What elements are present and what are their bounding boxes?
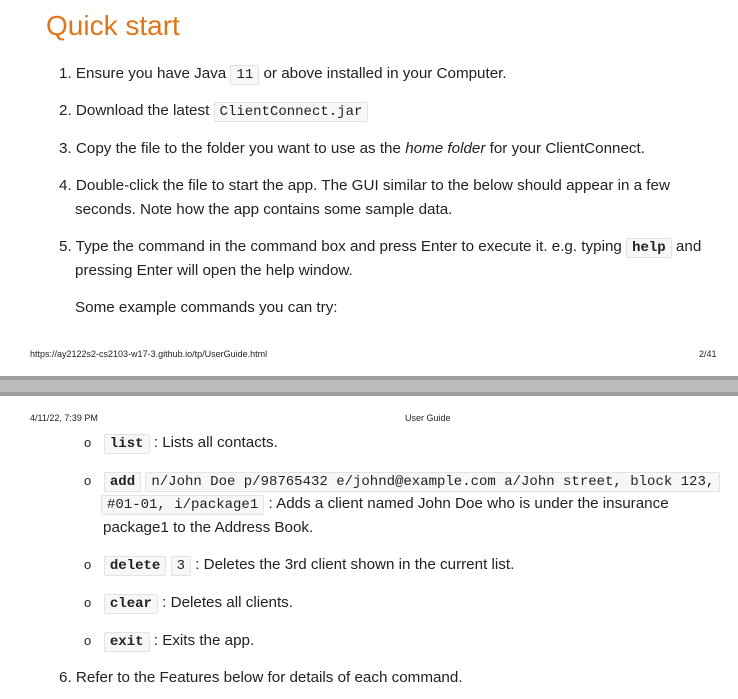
page-number: 2/41 — [699, 349, 717, 359]
step-number: 4. — [59, 177, 72, 194]
example-clear — [84, 591, 293, 616]
command-code: list — [104, 434, 150, 454]
page-title: Quick start — [46, 10, 180, 41]
example-add-line2 — [101, 492, 669, 517]
example-exit — [84, 629, 254, 654]
inline-code: help — [626, 238, 672, 258]
inline-code: 11 — [230, 65, 259, 85]
step-text: and — [675, 238, 702, 255]
step-6 — [59, 666, 463, 690]
step-1 — [59, 62, 507, 87]
bullet-icon: o — [84, 557, 92, 572]
command-desc: : Adds a client named John Doe who is under the insurance — [268, 495, 669, 512]
step-number: 3. — [59, 140, 72, 157]
step-text: Download the latest — [75, 102, 210, 119]
bullet-icon: o — [84, 595, 92, 610]
example-add — [84, 469, 720, 494]
step-number: 5. — [59, 238, 72, 255]
command-args: 3 — [171, 556, 191, 576]
step-number: 2. — [59, 102, 72, 119]
command-code: delete — [104, 556, 166, 576]
step-4 — [59, 174, 670, 198]
step-text: Copy the file to the folder you want to use as the — [75, 140, 401, 157]
command-desc: : Lists all contacts. — [153, 434, 278, 451]
step-number: 6. — [59, 669, 72, 686]
bullet-icon: o — [84, 435, 92, 450]
command-code: exit — [104, 632, 150, 652]
command-code: clear — [104, 594, 158, 614]
examples-intro: Some example commands you can try: — [75, 299, 338, 316]
example-add-line3: package1 to the Address Book. — [103, 519, 314, 536]
command-args: #01-01, i/package1 — [101, 495, 264, 515]
step-5 — [59, 235, 701, 260]
step-text: or above installed in your Computer. — [263, 65, 507, 82]
step-text: Refer to the Features below for details of each command. — [75, 669, 463, 686]
print-datetime: 4/11/22, 7:39 PM — [30, 413, 98, 423]
step-text: Ensure you have Java — [75, 65, 227, 82]
command-desc: : Deletes the 3rd client shown in the current list. — [195, 556, 515, 573]
step-2 — [59, 99, 368, 124]
command-args: n/John Doe p/98765432 e/johnd@example.com a/John street, block 123, — [145, 472, 720, 492]
footer-url[interactable]: https://ay2122s2-cs2103-w17-3.github.io/tp/UserGuide.html — [30, 349, 268, 359]
print-title: User Guide — [405, 413, 451, 423]
command-desc: : Deletes all clients. — [162, 594, 293, 611]
step-text: for your ClientConnect. — [489, 140, 645, 157]
inline-code: ClientConnect.jar — [214, 102, 369, 122]
step-number: 1. — [59, 65, 72, 82]
page-break-shadow — [0, 380, 738, 392]
step-5-line2: pressing Enter will open the help window. — [75, 262, 353, 279]
step-3 — [59, 137, 645, 161]
step-text: Type the command in the command box and press Enter to execute it. e.g. typing — [75, 238, 622, 255]
bullet-icon: o — [84, 473, 92, 488]
bullet-icon: o — [84, 633, 92, 648]
emphasis: home folder — [405, 140, 486, 157]
example-delete — [84, 553, 514, 578]
command-desc: : Exits the app. — [153, 632, 255, 649]
step-4-line2: seconds. Note how the app contains some sample data. — [75, 201, 453, 218]
example-list — [84, 431, 278, 456]
step-text: Double-click the file to start the app. The GUI similar to the below should appear in a few — [75, 177, 670, 194]
command-code: add — [104, 472, 141, 492]
